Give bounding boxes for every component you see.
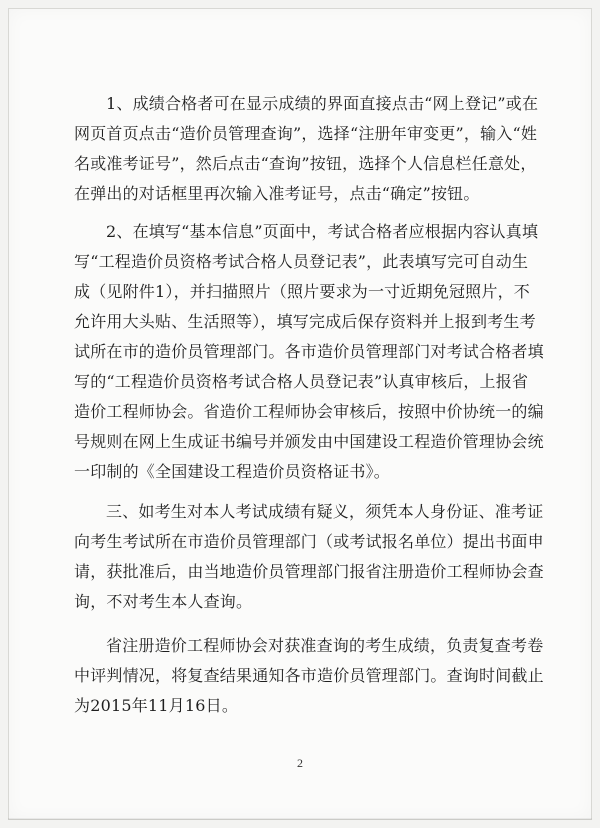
paragraph-4: 省注册造价工程师协会对获准查询的考生成绩，负责复查考卷中评判情况，将复查结果通知各市造价员管理部门。查询时间截止为2015年11月16日。: [74, 636, 544, 715]
paragraph-2: 2、在填写“基本信息”页面中，考试合格者应根据内容认真填写“工程造价员资格考试合格人员登记表”，此表填写完可自动生成（见附件1），并扫描照片（照片要求为一寸近期免冠照片，不允许用大头贴、生活照等），填写完成后保存资料并上报到考生考试所在市的造价员管理部门。各市造价员管理部门对考试合格者填写的“工程造价员资格考试合格人员登记表”认真审核后，上报省造价工程师协会。省造价工程师协会审核后，按照中价协统一的编号规则在网上生成证书编号并颁发由中国建设工程造价管理协会统一印制的《全国建设工程造价员资格证书》。: [74, 222, 544, 481]
document-page: [8, 8, 592, 820]
document-body: [74, 89, 544, 721]
page-bottom-shadow: [8, 818, 592, 820]
paragraph-3: 三、如考生对本人考试成绩有疑义，须凭本人身份证、准考证向考生考试所在市造价员管理部门（或考试报名单位）提出书面申请，获批准后，由当地造价员管理部门报省注册造价工程师协会查询，不对考生本人查询。: [74, 502, 544, 611]
paragraph-1: 1、成绩合格者可在显示成绩的界面直接点击“网上登记”或在网页首页点击“造价员管理查询”，选择“注册年审变更”，输入“姓名或准考证号”，然后点击“查询”按钮，选择个人信息栏任意处，在弹出的对话框里再次输入准考证号，点击“确定”按钮。: [74, 94, 539, 203]
page-number: 2: [297, 756, 303, 770]
